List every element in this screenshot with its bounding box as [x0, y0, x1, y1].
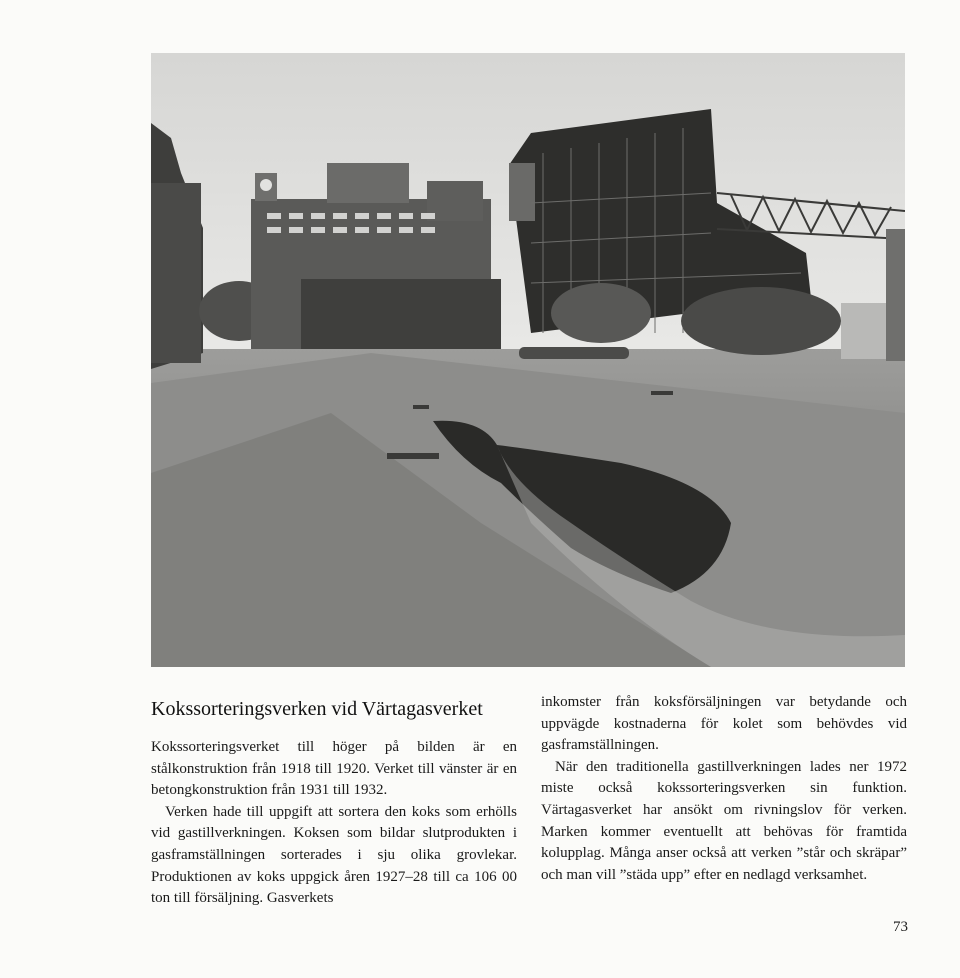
paragraph: Kokssorteringsverket till höger på bilden är en stålkonstruktion från 1918 till 1920. Verket till vänster är en betongkonstruktion från 1931 till 1932.: [151, 739, 517, 799]
page-number: 73: [893, 919, 908, 935]
industrial-photo: [151, 53, 905, 667]
left-text-column: [151, 737, 517, 910]
article-title: Kokssorteringsverken vid Värtagasverket: [151, 698, 483, 720]
right-text-column: [541, 692, 907, 886]
paragraph: När den traditionella gastillverkningen lades ner 1972 miste också kokssorteringsverken sin funktion. Värtagasverket har ansökt om rivningslov för verken. Marken kommer eventuellt att behövas för framtida kolupplag. Många anser också att verken ”står och skräpar” och man vill ”städa upp” efter en nedlagd verksamhet.: [541, 758, 907, 883]
paragraph: inkomster från koksförsäljningen var betydande och uppvägde kostnaderna för kolet som behövdes vid gasframställningen.: [541, 694, 907, 754]
photo-illustration: [151, 53, 905, 667]
paragraph: Verken hade till uppgift att sortera den koks som erhölls vid gastillverkningen. Koksen som bildar slutprodukten i gasframställningen sorterades i sju olika grovlekar. Produktionen av koks uppgick åren 1927–28 till ca 106 00 ton till försäljning. Gasverkets: [151, 803, 517, 907]
